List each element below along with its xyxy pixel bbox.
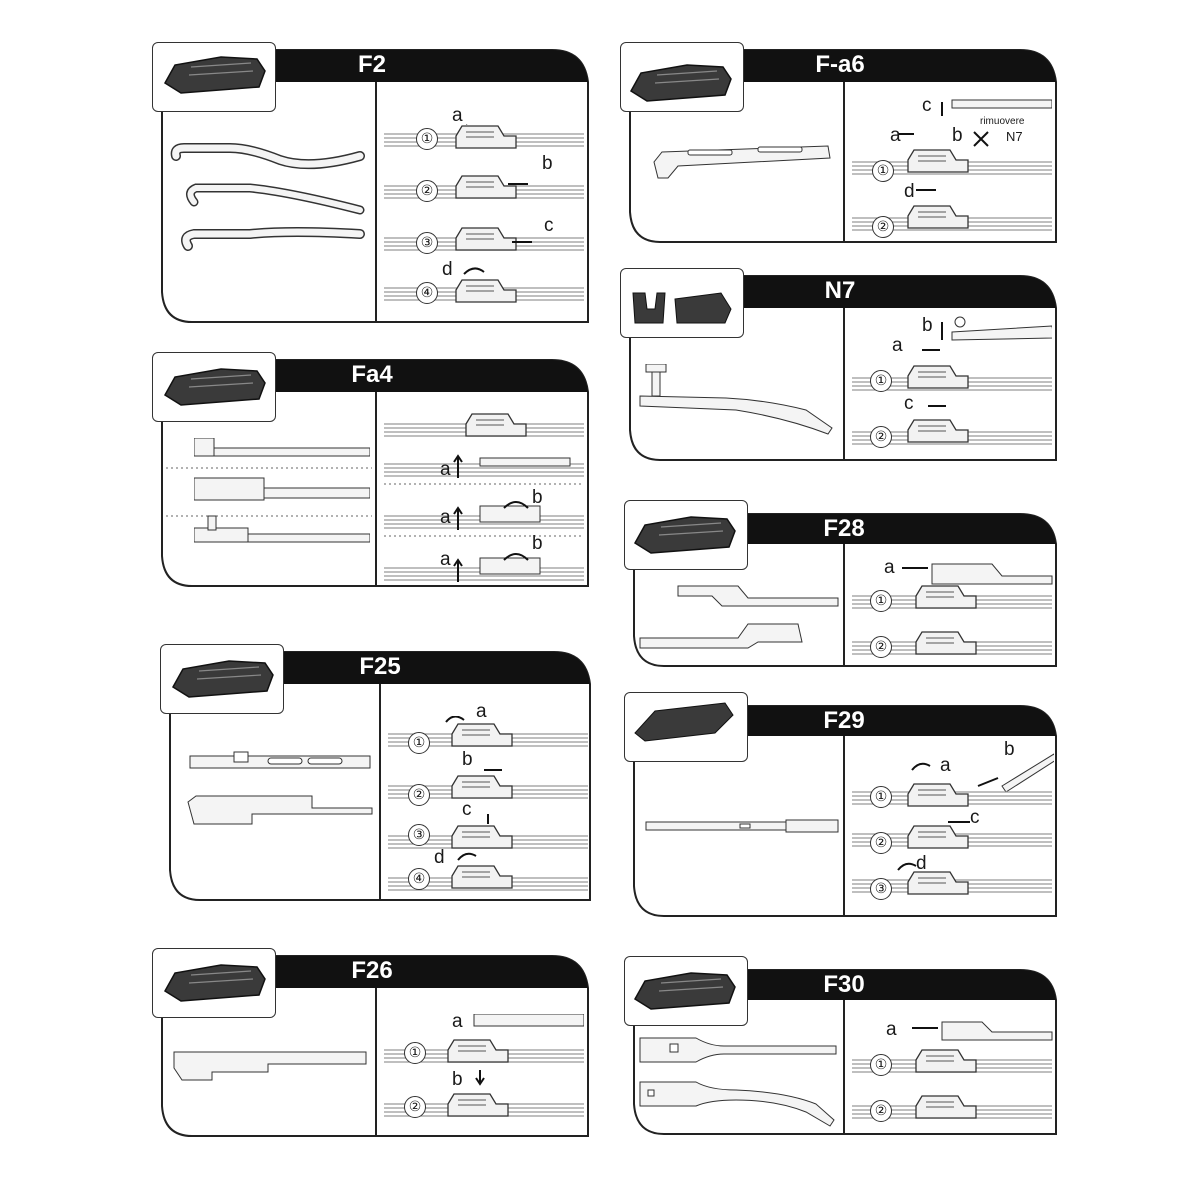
label-a: a	[452, 1011, 463, 1032]
label-d: d	[904, 181, 915, 202]
label-b: b	[532, 533, 543, 554]
step-2: ②	[870, 426, 892, 448]
step-3: ③	[870, 878, 892, 900]
label-a: a	[890, 125, 901, 146]
arm-illustration	[648, 138, 840, 188]
label-b: b	[952, 125, 963, 146]
label-a: a	[884, 557, 895, 578]
step-1: ①	[408, 732, 430, 754]
label-a: a	[440, 459, 451, 480]
note-rimuovere: rimuovere	[980, 116, 1025, 127]
panel-title: F2	[357, 51, 386, 78]
label-a: a	[440, 549, 451, 570]
label-c: c	[970, 807, 980, 828]
step-1: ①	[870, 786, 892, 808]
adapter-thumbnail	[624, 956, 748, 1026]
step-1: ①	[870, 590, 892, 612]
step-1: ①	[870, 1054, 892, 1076]
label-a: a	[940, 755, 951, 776]
panel-n7	[620, 268, 1058, 462]
label-b: b	[542, 153, 553, 174]
label-a: a	[476, 701, 487, 722]
label-c: c	[904, 393, 914, 414]
label-b: b	[452, 1069, 463, 1090]
adapter-thumbnail	[624, 692, 748, 762]
step-2: ②	[870, 636, 892, 658]
rail-steps	[384, 412, 584, 582]
step-2: ②	[404, 1096, 426, 1118]
panel-f28	[624, 500, 1058, 668]
label-d: d	[434, 847, 445, 868]
label-a: a	[886, 1019, 897, 1040]
step-2: ②	[872, 216, 894, 238]
panel-f2	[152, 42, 590, 324]
panel-fa6	[620, 42, 1058, 244]
label-b: b	[1004, 739, 1015, 760]
panel-title: F30	[823, 971, 865, 998]
panel-f29	[624, 692, 1058, 918]
label-a: a	[440, 507, 451, 528]
arm-illustrations	[182, 748, 374, 838]
adapter-thumbnail	[620, 268, 744, 338]
step-1: ①	[416, 128, 438, 150]
panel-title: N7	[824, 277, 856, 304]
arm-illustrations	[170, 142, 370, 272]
panel-title: Fa4	[351, 361, 393, 388]
adapter-thumbnail	[160, 644, 284, 714]
adapter-thumbnail	[624, 500, 748, 570]
panel-title: F-a6	[815, 51, 865, 78]
panel-fa4	[152, 352, 590, 588]
adapter-thumbnail	[152, 42, 276, 112]
label-c: c	[462, 799, 472, 820]
panel-f30	[624, 956, 1058, 1136]
step-4: ④	[416, 282, 438, 304]
label-c: c	[922, 95, 932, 116]
adapter-thumbnail	[152, 948, 276, 1018]
note-code: N7	[1006, 129, 1023, 144]
step-1: ①	[872, 160, 894, 182]
label-d: d	[916, 853, 927, 874]
step-4: ④	[408, 868, 430, 890]
label-a: a	[452, 105, 463, 126]
arm-illustrations	[636, 1034, 840, 1130]
label-b: b	[922, 315, 933, 336]
arm-illustration	[644, 818, 840, 842]
label-a: a	[892, 335, 903, 356]
adapter-thumbnail	[620, 42, 744, 112]
step-3: ③	[408, 824, 430, 846]
panel-f26	[152, 948, 590, 1138]
panel-title: F29	[823, 707, 865, 734]
step-2: ②	[870, 832, 892, 854]
label-b: b	[532, 487, 543, 508]
step-1: ①	[404, 1042, 426, 1064]
arm-illustration	[172, 1044, 368, 1084]
arm-illustration	[636, 364, 836, 444]
panel-title: F25	[359, 653, 401, 680]
label-d: d	[442, 259, 453, 280]
adapter-thumbnail	[152, 352, 276, 422]
step-2: ②	[870, 1100, 892, 1122]
panel-f25	[160, 644, 592, 902]
arm-illustrations	[194, 438, 370, 558]
step-2: ②	[408, 784, 430, 806]
rail-steps	[384, 124, 584, 314]
step-3: ③	[416, 232, 438, 254]
panel-title: F26	[351, 957, 393, 984]
step-1: ①	[870, 370, 892, 392]
label-b: b	[462, 749, 473, 770]
step-2: ②	[416, 180, 438, 202]
panel-title: F28	[823, 515, 865, 542]
arm-illustrations	[638, 580, 840, 656]
label-c: c	[544, 215, 554, 236]
